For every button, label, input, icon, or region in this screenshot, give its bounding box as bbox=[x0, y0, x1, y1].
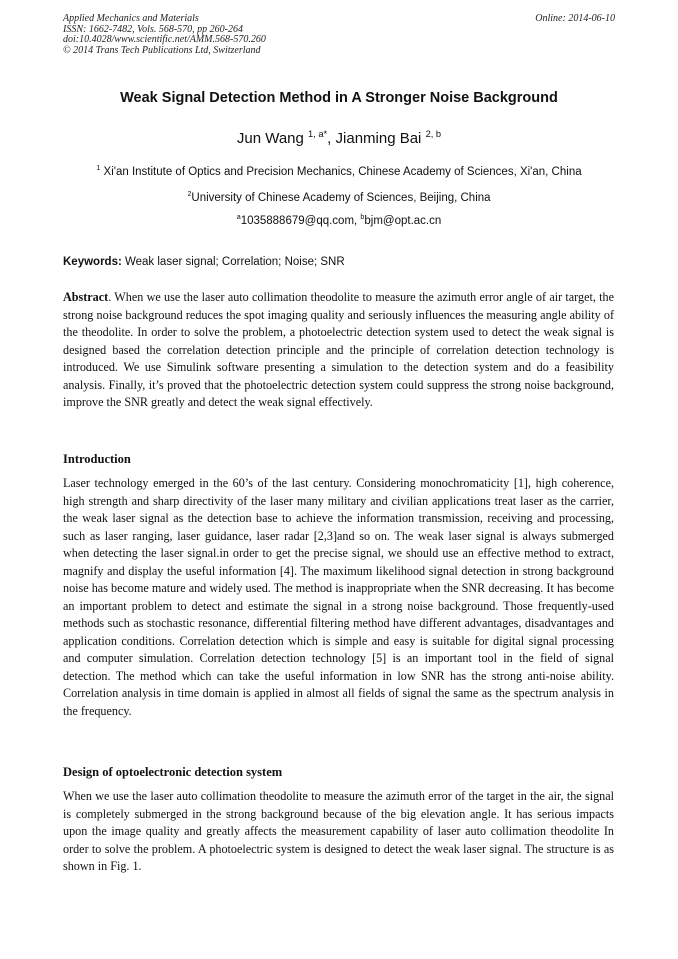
journal-name: Applied Mechanics and Materials bbox=[63, 13, 199, 24]
online-date: Online: 2014-06-10 bbox=[535, 13, 615, 24]
abstract-paragraph bbox=[63, 289, 614, 412]
abstract-label: Abstract bbox=[63, 290, 109, 304]
affiliation-2-text: University of Chinese Academy of Sciences, Beijing, China bbox=[191, 192, 491, 204]
introduction-paragraph: Laser technology emerged in the 60’s of the last century. Considering monochromaticity [1], high coherence, high strength and sharp directivity of the laser many military and civilian applications treat laser as the carrier, the weak laser signal as the detection base to achieve the information transmission, receiving and processing, such as laser ranging, laser guidance, laser radar [2,3]and so on. The weak laser signal is always submerged when detecting the laser signal.in order to get the precise signal, we should use an effective method to extract, magnify and display the useful information [4]. The maximum likelihood signal detection in strong background noise has become mature and widely used. The method is inappropriate when the SNR decreasing. It has become an important problem to detect and estimate the signal in a strong noise background. Those frequently-used methods such as stochastic resonance, differential filtering method have different advantages, disadvantages and application conditions. Correlation detection which is simple and easy is suitable for digital signal processing and computer simulation. Correlation detection technology [5] is an important tool in the field of signal detection. The method which can take the useful information in low SNR has the strong anti-noise ability. Correlation analysis in time domain is applied in almost all fields of signal the same as the spectrum analysis in the frequency. bbox=[63, 476, 614, 718]
design-heading: Design of optoelectronic detection system bbox=[63, 765, 283, 779]
affiliation-2-sup: 2 bbox=[187, 190, 192, 199]
author-separator: , bbox=[327, 130, 336, 147]
affiliation-1-text: Xi'an Institute of Optics and Precision Mechanics, Chinese Academy of Sciences, Xi'an, China bbox=[100, 166, 582, 178]
design-paragraph: When we use the laser auto collimation theodolite to measure the azimuth error of the target in the air, the signal is completely submerged in the strong background because of the big elevation angle. It has serious impacts upon the image quality and greatly affects the measurement capability of laser auto collimation theodolite In order to solve the problem. A photoelectric system is designed to detect the weak laser signal. The structure is as shown in Fig. 1. bbox=[63, 789, 614, 873]
email-b: bjm@opt.ac.cn bbox=[364, 215, 442, 227]
copyright-line: © 2014 Trans Tech Publications Ltd, Switzerland bbox=[63, 44, 261, 56]
author-1-name: Jun Wang bbox=[236, 130, 304, 147]
affiliation-1-sup: 1 bbox=[96, 164, 101, 173]
issn-line: ISSN: 1662-7482, Vols. 568-570, pp 260-264 bbox=[63, 23, 243, 35]
email-a: 1035888679@qq.com, bbox=[240, 215, 361, 227]
affiliation-2 bbox=[0, 192, 678, 204]
introduction-heading: Introduction bbox=[63, 452, 131, 466]
author-2-name: Jianming Bai bbox=[335, 130, 422, 147]
keywords-label: Keywords: bbox=[63, 256, 122, 268]
author-1-sup: 1, a* bbox=[308, 129, 328, 139]
author-line bbox=[0, 130, 678, 147]
author-2-sup: 2, b bbox=[425, 129, 442, 139]
keywords-text: Weak laser signal; Correlation; Noise; SNR bbox=[121, 256, 345, 268]
affiliation-1 bbox=[0, 166, 678, 178]
email-a-sup: a bbox=[236, 213, 241, 222]
page-header bbox=[63, 14, 615, 56]
abstract-text: . When we use the laser auto collimation theodolite to measure the azimuth error angle of air target, the strong noise background reduces the spot imaging quality and seriously influences the measuring angle ability of the theodolite. In order to solve the problem, a photoelectric detection system used to detect the weak signal is designed based the correlation detection principle and the principle of correlation detection technology is introduced. We use Simulink software presenting a simulation to the detection system and do a feasibility analysis. Finally, it’s proved that the photoelectric detection system could suppress the strong noise background, improve the SNR greatly and detect the weak signal effectively. bbox=[63, 290, 614, 409]
paper-title: Weak Signal Detection Method in A Stronger Noise Background bbox=[120, 90, 558, 106]
doi-line: doi:10.4028/www.scientific.net/AMM.568-570.260 bbox=[63, 34, 266, 45]
email-line bbox=[0, 215, 678, 227]
email-b-sup: b bbox=[360, 213, 365, 222]
keywords-line bbox=[63, 256, 345, 268]
